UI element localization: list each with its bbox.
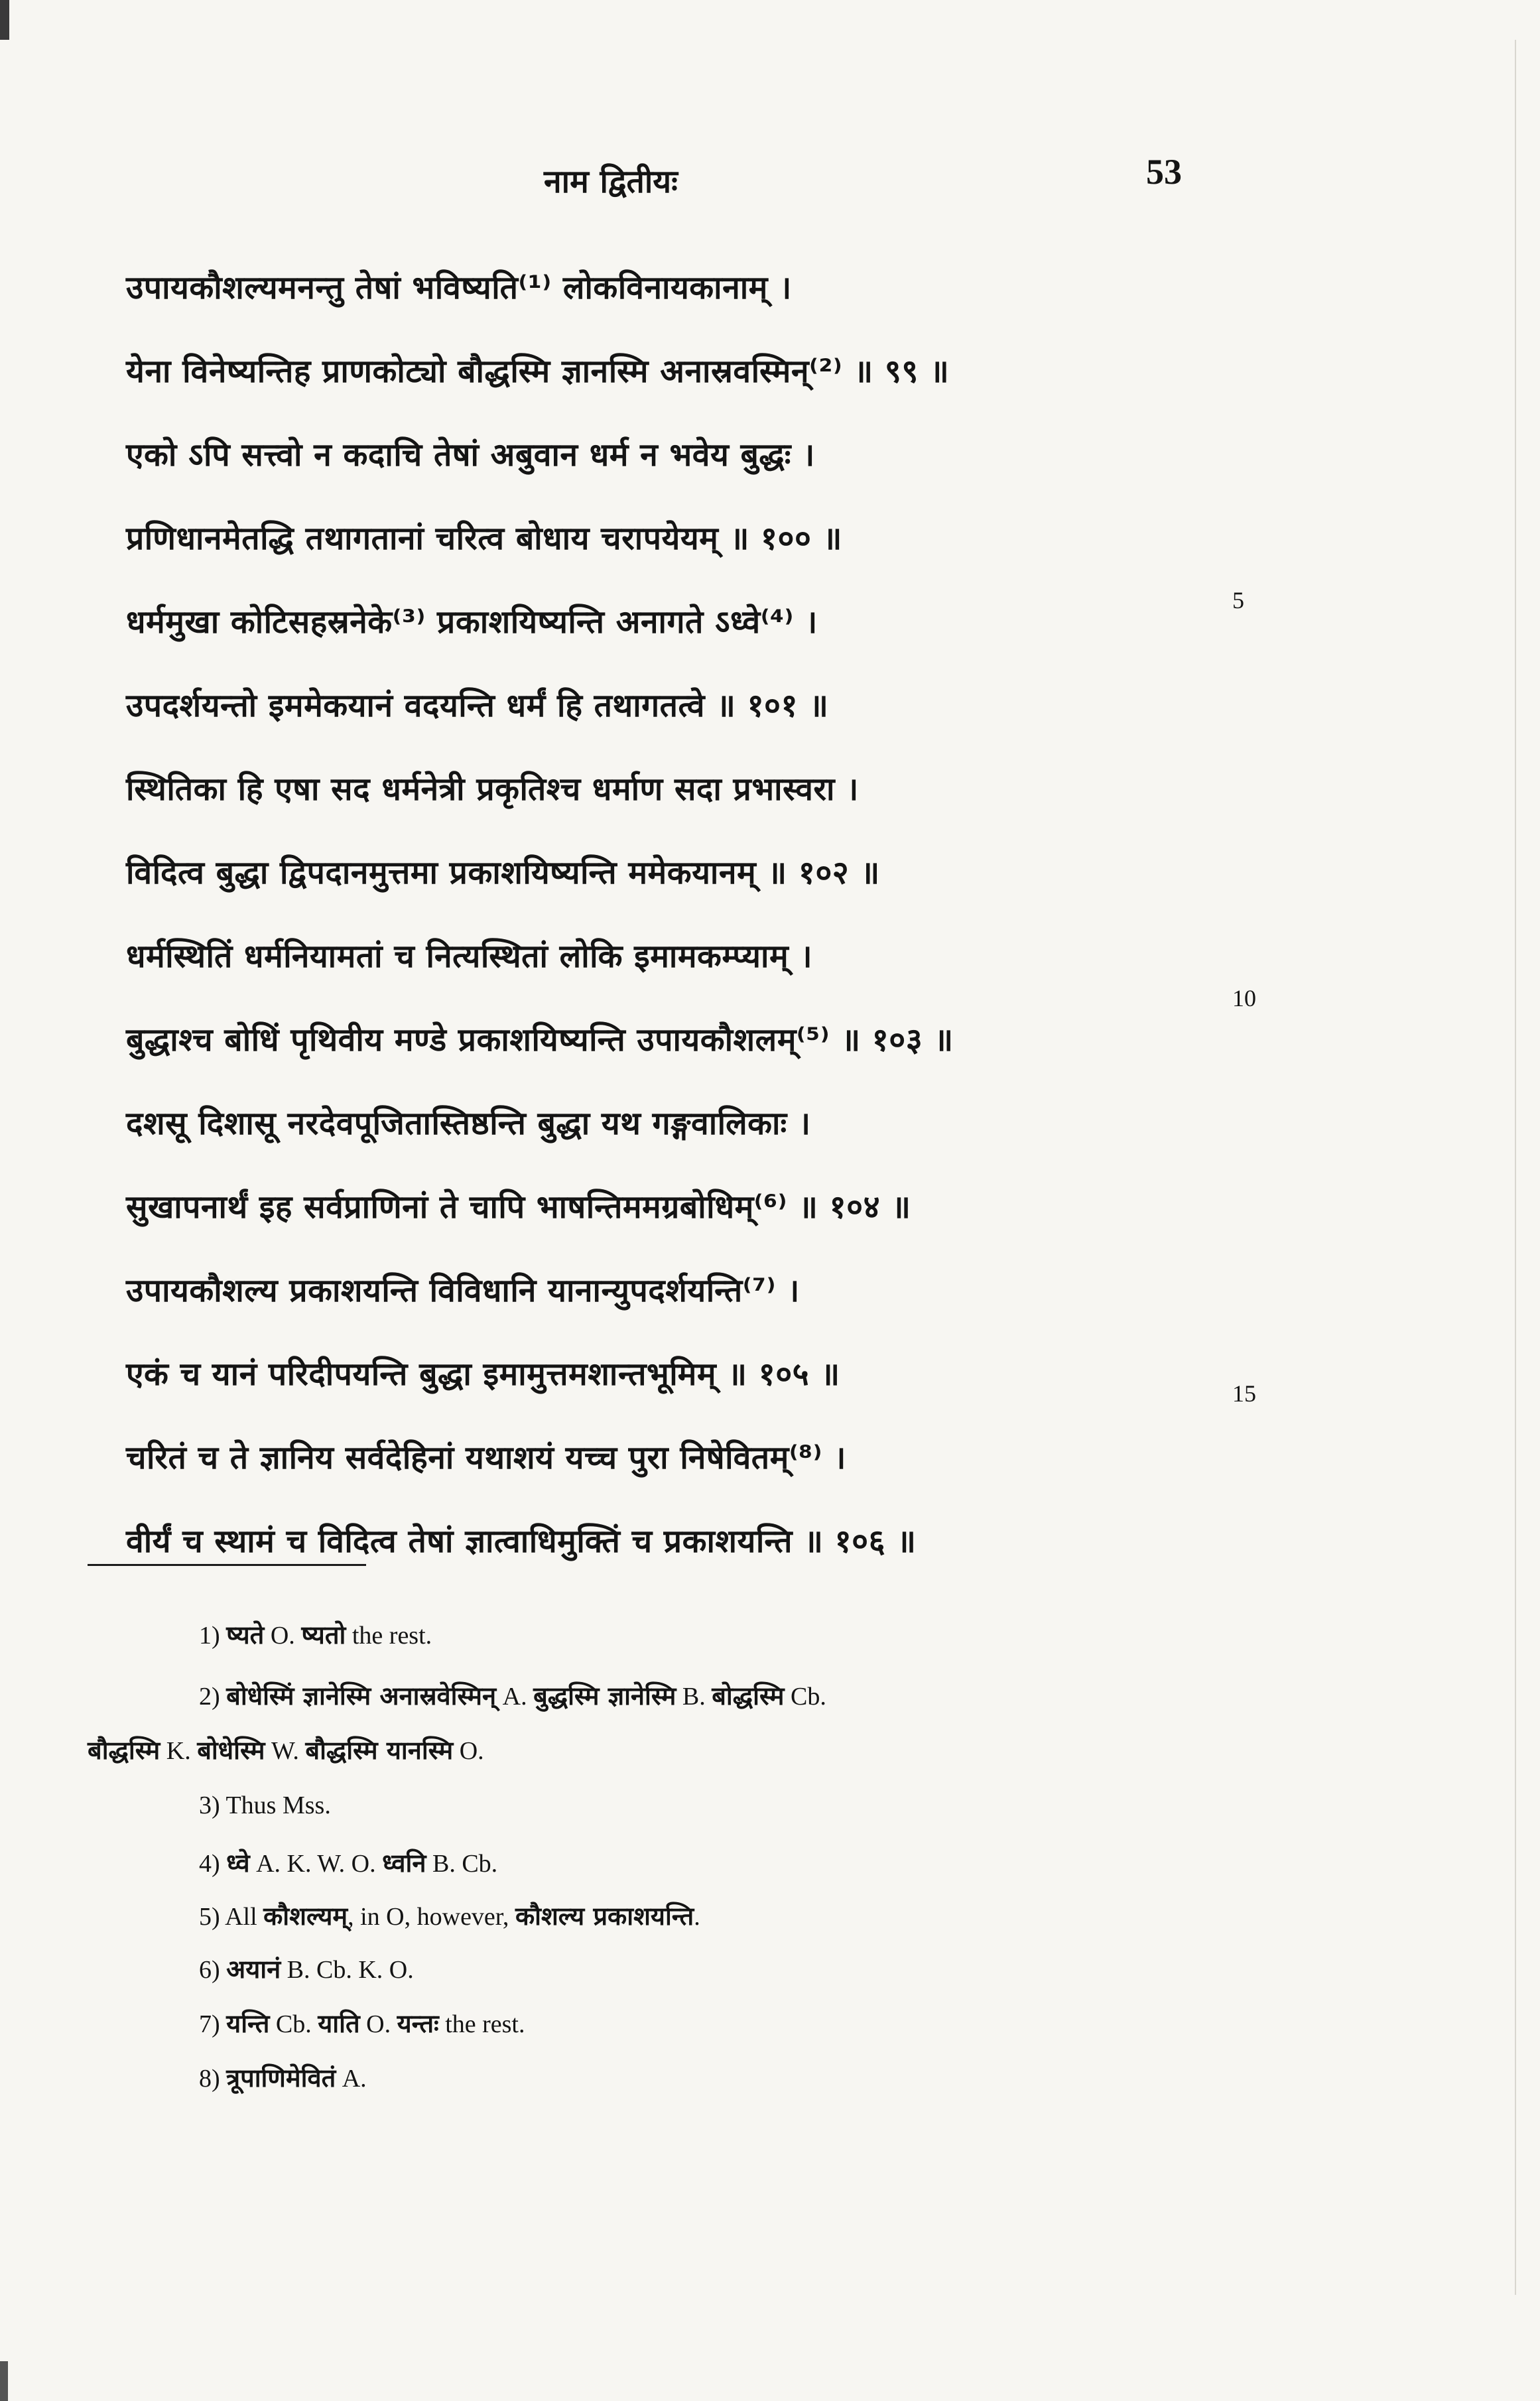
verse-line: विदित्व बुद्धा द्विपदानमुत्तमा प्रकाशयिष्यन्ति ममेकयानम् ॥ १०२ ॥ bbox=[126, 854, 880, 891]
footnote-text: Thus Mss. bbox=[225, 1791, 331, 1819]
footnote-text: B. Cb. bbox=[426, 1850, 498, 1878]
footnote-devanagari-reading: ध्वनि bbox=[382, 1849, 426, 1878]
verse-line: वीर्यं च स्थामं च विदित्व तेषां ज्ञात्वाधिमुक्तिं च प्रकाशयन्ति ॥ १०६ ॥ bbox=[126, 1523, 917, 1560]
footnote-devanagari-reading: बोधेस्मि bbox=[197, 1736, 265, 1765]
footnote-devanagari-reading: कौशल्य प्रकाशयन्ति bbox=[515, 1902, 694, 1931]
verse-line: उपदर्शयन्तो इममेकयानं वदयन्ति धर्मं हि तथागतत्वे ॥ १०१ ॥ bbox=[126, 687, 829, 724]
line-number-marker: 5 bbox=[1232, 587, 1244, 614]
footnote-text: B. bbox=[676, 1683, 712, 1711]
footnote-text: All bbox=[225, 1903, 264, 1931]
footnote-number: 2) bbox=[199, 1683, 227, 1711]
footnote-devanagari-reading: बोद्धस्मि bbox=[712, 1681, 785, 1711]
footnote bbox=[199, 1951, 414, 1986]
footnote bbox=[88, 1732, 484, 1767]
footnote bbox=[199, 1898, 700, 1933]
verse-line: दशसू दिशासू नरदेवपूजितास्तिष्ठन्ति बुद्धा यथ गङ्गवालिकाः । bbox=[126, 1105, 811, 1142]
verse-line: प्रणिधानमेतद्धि तथागतानां चरित्व बोधाय चरापयेयम् ॥ १०० ॥ bbox=[126, 520, 842, 557]
footnote-text: the rest. bbox=[346, 1622, 432, 1650]
footnote-devanagari-reading: बौद्धस्मि यानस्मि bbox=[305, 1736, 454, 1765]
footnote-devanagari-reading: ष्यते bbox=[226, 1620, 265, 1650]
footnote-text: . bbox=[694, 1903, 700, 1931]
footnote-number: 4) bbox=[199, 1850, 227, 1878]
footnote-text: O. bbox=[264, 1622, 302, 1650]
verse-line: सुखापनार्थं इह सर्वप्राणिनां ते चापि भाषन्तिममग्रबोधिम्⁽⁶⁾ ॥ १०४ ॥ bbox=[126, 1189, 911, 1226]
verse-line: बुद्धाश्च बोधिं पृथिवीय मण्डे प्रकाशयिष्यन्ति उपायकौशलम्⁽⁵⁾ ॥ १०३ ॥ bbox=[126, 1021, 954, 1059]
footnote-number: 5) bbox=[199, 1903, 225, 1931]
footnote-devanagari-reading: बोधेस्मिं ज्ञानेस्मि अनास्रवेस्मिन् bbox=[226, 1681, 497, 1711]
footnote-devanagari-reading: बौद्धस्मि bbox=[88, 1736, 160, 1765]
verse-line: उपायकौशल्यमनन्तु तेषां भविष्यति⁽¹⁾ लोकविनायकानाम् । bbox=[126, 269, 792, 306]
footnote-text: K. bbox=[160, 1737, 198, 1765]
footnote-number: 7) bbox=[199, 2010, 227, 2038]
line-number-marker: 10 bbox=[1232, 985, 1256, 1011]
footnote-devanagari-reading: ष्यतो bbox=[301, 1620, 346, 1650]
footnote-text: W. bbox=[265, 1737, 306, 1765]
footnote-number: 1) bbox=[199, 1622, 227, 1650]
footnote-text: Cb. bbox=[784, 1683, 826, 1711]
footnote-text: B. Cb. K. O. bbox=[281, 1956, 414, 1984]
footnote-text: A. bbox=[336, 2065, 367, 2093]
footnote-text: O. bbox=[359, 2010, 397, 2038]
verse-line: एको ऽपि सत्त्वो न कदाचि तेषां अबुवान धर्म न भवेय बुद्धः । bbox=[126, 436, 815, 474]
page-number: 53 bbox=[1146, 152, 1182, 192]
footnote bbox=[199, 1678, 826, 1713]
verse-line: एकं च यानं परिदीपयन्ति बुद्धा इमामुत्तमशान्तभूमिम् ॥ १०५ ॥ bbox=[126, 1356, 840, 1393]
footnote bbox=[199, 2060, 367, 2095]
footnote bbox=[199, 1845, 497, 1880]
footnote-devanagari-reading: याति bbox=[318, 2009, 360, 2038]
verse-line: येना विनेष्यन्तिह प्राणकोट्यो बौद्धस्मि ज्ञानस्मि अनास्रवस्मिन्⁽²⁾ ॥ ९९ ॥ bbox=[126, 353, 950, 390]
verse-line: धर्मस्थितिं धर्मनियामतां च नित्यस्थितां लोकि इमामकम्प्याम् । bbox=[126, 938, 813, 975]
running-header: नाम द्वितीयः bbox=[544, 163, 678, 200]
page-edge-line bbox=[1515, 40, 1516, 2295]
footnote bbox=[199, 2006, 525, 2040]
footnote-devanagari-reading: कौशल्यम् bbox=[263, 1902, 348, 1931]
footnote-devanagari-reading: यन्तः bbox=[397, 2009, 439, 2038]
scan-corner-mark bbox=[0, 0, 9, 40]
footnote-number: 6) bbox=[199, 1956, 227, 1984]
footnote-rule bbox=[88, 1564, 366, 1566]
verse-line: चरितं च ते ज्ञानिय सर्वदेहिनां यथाशयं यच्च पुरा निषेवितम्⁽⁸⁾ । bbox=[126, 1439, 846, 1476]
footnote-number: 8) bbox=[199, 2065, 227, 2093]
footnote-text: A. K. W. O. bbox=[249, 1850, 383, 1878]
footnote-number: 3) bbox=[199, 1791, 226, 1819]
footnote-devanagari-reading: ध्वे bbox=[226, 1849, 250, 1878]
footnote bbox=[199, 1791, 331, 1820]
footnote-devanagari-reading: बुद्धस्मि ज्ञानेस्मि bbox=[533, 1681, 676, 1711]
footnote-text: Cb. bbox=[269, 2010, 318, 2038]
footnote-text: , in O, however, bbox=[348, 1903, 515, 1931]
footnote-text: A. bbox=[496, 1683, 534, 1711]
footnote-devanagari-reading: अयानं bbox=[226, 1955, 281, 1984]
footnote-text: O. bbox=[453, 1737, 484, 1765]
verse-line: उपायकौशल्य प्रकाशयन्ति विविधानि यानान्युपदर्शयन्ति⁽⁷⁾ । bbox=[126, 1272, 800, 1309]
scan-corner-mark bbox=[0, 2361, 8, 2401]
footnote-devanagari-reading: यन्ति bbox=[226, 2009, 270, 2038]
footnote bbox=[199, 1617, 432, 1652]
verse-line: स्थितिका हि एषा सद धर्मनेत्री प्रकृतिश्च धर्माण सदा प्रभास्वरा । bbox=[126, 771, 859, 808]
line-number-marker: 15 bbox=[1232, 1380, 1256, 1407]
footnote-devanagari-reading: त्रूपाणिमेवितं bbox=[226, 2063, 336, 2093]
verse-line: धर्ममुखा कोटिसहस्रनेके⁽³⁾ प्रकाशयिष्यन्ति अनागते ऽध्वे⁽⁴⁾ । bbox=[126, 604, 818, 641]
footnote-text: the rest. bbox=[438, 2010, 525, 2038]
